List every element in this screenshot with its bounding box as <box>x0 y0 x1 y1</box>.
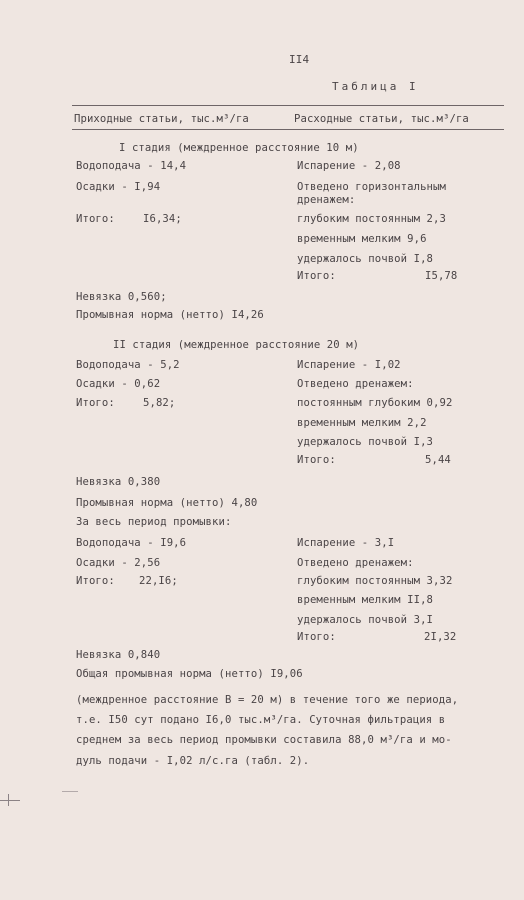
stage2-nevyazka: Невязка 0,380 <box>76 476 161 488</box>
total-right-itogo-label: Итого: <box>297 631 336 643</box>
stage1-nevyazka: Невязка 0,560; <box>76 291 167 303</box>
total-obshchaya: Общая промывная норма (нетто) I9,06 <box>76 668 303 680</box>
stage2-postoyannym: постоянным глубоким 0,92 <box>297 397 453 409</box>
total-otvedeno: Отведено дренажем: <box>297 557 414 569</box>
stage1-title: I стадия (междренное расстояние 10 м) <box>119 142 359 154</box>
stage1-right-itogo-label: Итого: <box>297 270 336 282</box>
stage1-otvedeno-1: Отведено горизонтальным <box>297 181 446 193</box>
stage1-itogo-value: I6,34; <box>143 213 182 225</box>
total-vodopodacha: Водоподача - I9,6 <box>76 537 187 549</box>
stage2-itogo-label: Итого: <box>76 397 115 409</box>
stage1-vremennym: временным мелким 9,6 <box>297 233 427 245</box>
stage2-isparenie: Испарение - I,02 <box>297 359 401 371</box>
header-rule <box>72 129 504 130</box>
total-nevyazka: Невязка 0,840 <box>76 649 161 661</box>
paragraph-line-4: дуль подачи - I,02 л/с.га (табл. 2). <box>76 755 310 767</box>
total-title: За весь период промывки: <box>76 516 232 528</box>
stage1-uderzhalos: удержалось почвой I,8 <box>297 253 434 265</box>
col-right-header: Расходные статьи, тыс.м³/га <box>294 113 469 125</box>
stage2-uderzhalos: удержалось почвой I,3 <box>297 436 434 448</box>
total-right-itogo-value: 2I,32 <box>424 631 457 643</box>
page-number: II4 <box>289 53 310 66</box>
paragraph-line-3: среднем за весь период промывки составила 88,0 м³/га и мо- <box>76 734 452 746</box>
paragraph-line-1: (междренное расстояние В = 20 м) в течение того же периода, <box>76 694 459 706</box>
stage2-itogo-value: 5,82; <box>143 397 176 409</box>
stage1-otvedeno-2: дренажем: <box>297 194 356 206</box>
stray-mark-vertical <box>8 794 9 806</box>
stray-mark-small <box>62 791 78 792</box>
total-isparenie: Испарение - 3,I <box>297 537 395 549</box>
stage1-vodopodacha: Водоподача - 14,4 <box>76 160 187 172</box>
paragraph-line-2: т.е. I50 сут подано I6,0 тыс.м³/га. Суточная фильтрация в <box>76 714 446 726</box>
stage1-itogo-label: Итого: <box>76 213 115 225</box>
stage1-glubokim: глубоким постоянным 2,3 <box>297 213 446 225</box>
total-osadki: Осадки - 2,56 <box>76 557 161 569</box>
stage2-title: II стадия (междренное расстояние 20 м) <box>113 339 360 351</box>
total-itogo-value: 22,I6; <box>139 575 178 587</box>
total-itogo-label: Итого: <box>76 575 115 587</box>
stage1-isparenie: Испарение - 2,08 <box>297 160 401 172</box>
stage1-osadki: Осадки - I,94 <box>76 181 161 193</box>
stage1-right-itogo-value: I5,78 <box>425 270 458 282</box>
col-left-header: Приходные статьи, тыс.м³/га <box>74 113 249 125</box>
stage1-promyvnaya: Промывная норма (нетто) I4,26 <box>76 309 264 321</box>
stray-mark-horizontal <box>0 800 20 801</box>
total-vremennym: временным мелким II,8 <box>297 594 434 606</box>
stage2-vodopodacha: Водоподача - 5,2 <box>76 359 180 371</box>
stage2-otvedeno: Отведено дренажем: <box>297 378 414 390</box>
table-label: Таблица I <box>332 80 419 93</box>
stage2-vremennym: временным мелким 2,2 <box>297 417 427 429</box>
top-rule <box>72 105 504 106</box>
total-uderzhalos: удержалось почвой 3,I <box>297 614 434 626</box>
stage2-osadki: Осадки - 0,62 <box>76 378 161 390</box>
stage2-promyvnaya: Промывная норма (нетто) 4,80 <box>76 497 258 509</box>
total-glubokim: глубоким постоянным 3,32 <box>297 575 453 587</box>
stage2-right-itogo-label: Итого: <box>297 454 336 466</box>
stage2-right-itogo-value: 5,44 <box>425 454 451 466</box>
